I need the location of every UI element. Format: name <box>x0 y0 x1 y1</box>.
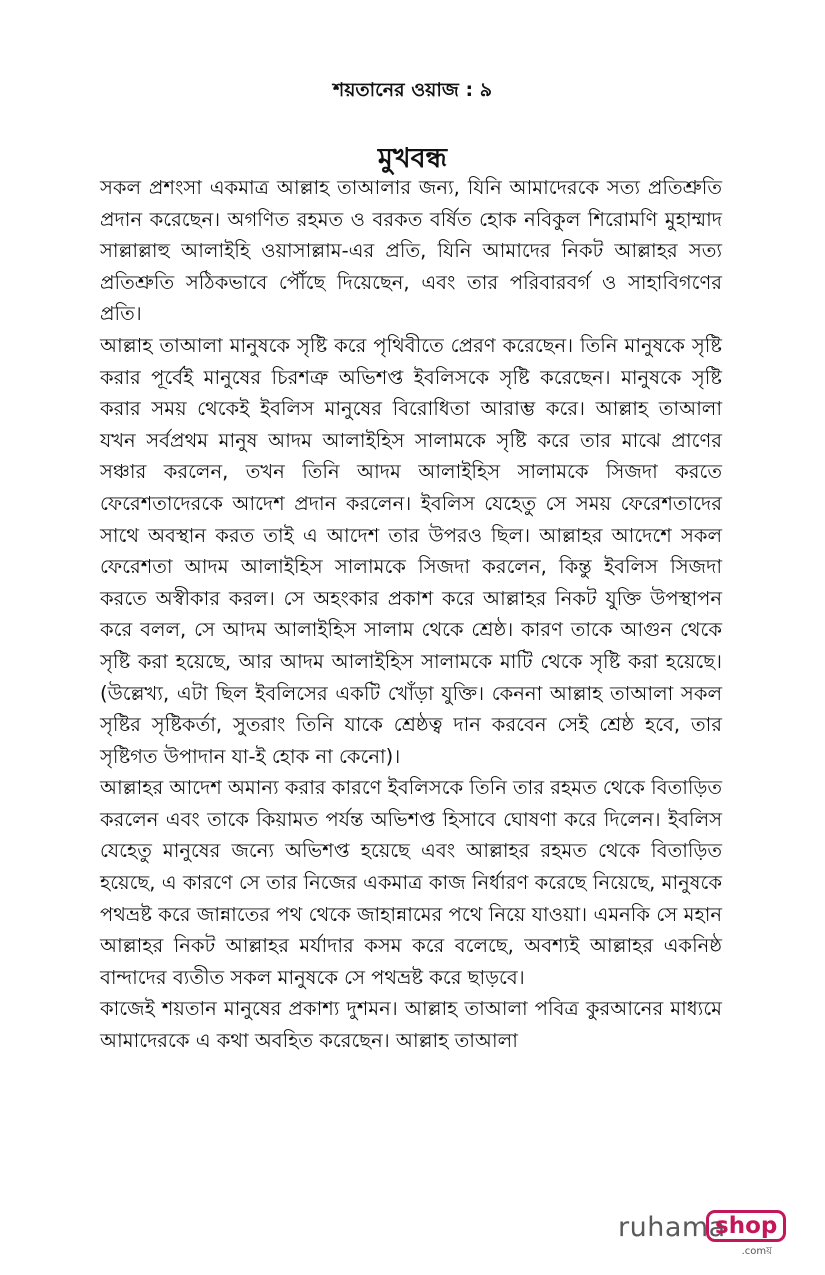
running-header: শয়তানের ওয়াজ : ৯ <box>332 79 493 101</box>
paragraph-2: আল্লাহ তাআলা মানুষকে সৃষ্টি করে পৃথিবীতে প্রেরণ করেছেন। তিনি মানুষকে সৃষ্টি করার পূর্বেই মানুষের চিরশত্রু অভিশপ্ত ইবলিসকে সৃষ্টি করেছেন। মানুষকে সৃষ্টি করার সময় থেকেই ইবলিস মানুষের বিরোধিতা আরাম্ভ করে। আল্লাহ তাআলা যখন সর্বপ্রথম মানুষ আদম আলাইহিস সালামকে সৃষ্টি করে তার মাঝে প্রাণের সঞ্চার করলেন, তখন তিনি আদম আলাইহিস সালামকে সিজদা করতে ফেরেশতাদেরকে আদেশ প্রদান করলেন। ইবলিস যেহেতু সে সময় ফেরেশতাদের সাথে অবস্থান করত তাই এ আদেশ তার উপরও ছিল। আল্লাহর আদেশে সকল ফেরেশতা আদম আলাইহিস সালামকে সিজদা করলেন, কিন্তু ইবলিস সিজদা করতে অস্বীকার করল। সে অহংকার প্রকাশ করে আল্লাহর নিকট যুক্তি উপস্থাপন করে বলল, সে আদম আলাইহিস সালাম থেকে শ্রেষ্ঠ। কারণ তাকে আগুন থেকে সৃষ্টি করা হয়েছে, আর আদম আলাইহিস সালামকে মাটি থেকে সৃষ্টি করা হয়েছে। (উল্লেখ্য, এটা ছিল ইবলিসের একটি খোঁড়া যুক্তি। কেননা আল্লাহ তাআলা সকল সৃষ্টির সৃষ্টিকর্তা, সুতরাং তিনি যাকে শ্রেষ্ঠত্ব দান করবেন সেই শ্রেষ্ঠ হবে, তার সৃষ্টিগত উপাদান যা-ই হোক না কেনো)। <box>100 333 722 768</box>
logo-shop-word: shop <box>715 1212 778 1239</box>
paragraph-4: কাজেই শয়তান মানুষের প্রকাশ্য দুশমন। আল্লাহ তাআলা পবিত্র কুরআনের মাধ্যমে আমাদেরকে এ কথা অবহিত করেছেন। আল্লাহ তাআলা <box>100 997 722 1053</box>
logo-shop-box <box>706 1210 786 1242</box>
paragraph-3: আল্লাহর আদেশ অমান্য করার কারণে ইবলিসকে তিনি তার রহমত থেকে বিতাড়িত করলেন এবং তাকে কিয়ামত পর্যন্ত অভিশপ্ত হিসাবে ঘোষণা করে দিলেন। ইবলিস যেহেতু মানুষের জন্যে অভিশপ্ত হয়েছে এবং আল্লাহর রহমত থেকে বিতাড়িত হয়েছে, এ কারণে সে তার নিজের একমাত্র কাজ নির্ধারণ করেছে নিয়েছে, মানুষকে পথভ্রষ্ট করে জান্নাতের পথ থেকে জাহান্নামের পথে নিয়ে যাওয়া। এমনকি সে মহান আল্লাহর নিকট আল্লাহর মর্যাদার কসম করে বলেছে, অবশ্যই আল্লাহর একনিষ্ঠ বান্দাদের ব্যতীত সকল মানুষকে সে পথভ্রষ্ট করে ছাড়বে। <box>100 776 722 989</box>
paragraph-1: সকল প্রশংসা একমাত্র আল্লাহ তাআলার জন্য, যিনি আমাদেরকে সত্য প্রতিশ্রুতি প্রদান করেছেন। অগণিত রহমত ও বরকত বর্ষিত হোক নবিকুল শিরোমণি মুহাম্মাদ সাল্লাল্লাহু আলাইহি ওয়াসাল্লাম-এর প্রতি, যিনি আমাদের নিকট আল্লাহর সত্য প্রতিশ্রুতি সঠিকভাবে পৌঁছে দিয়েছেন, এবং তার পরিবারবর্গ ও সাহাবিগণের প্রতি। <box>100 176 722 326</box>
logo-suffix: .comয় <box>741 1246 772 1257</box>
logo-word: ruhama <box>618 1212 726 1243</box>
page-title: মুখবন্ধ <box>377 143 448 174</box>
ruhamashop-logo <box>618 1208 778 1256</box>
body-text <box>100 172 722 1057</box>
